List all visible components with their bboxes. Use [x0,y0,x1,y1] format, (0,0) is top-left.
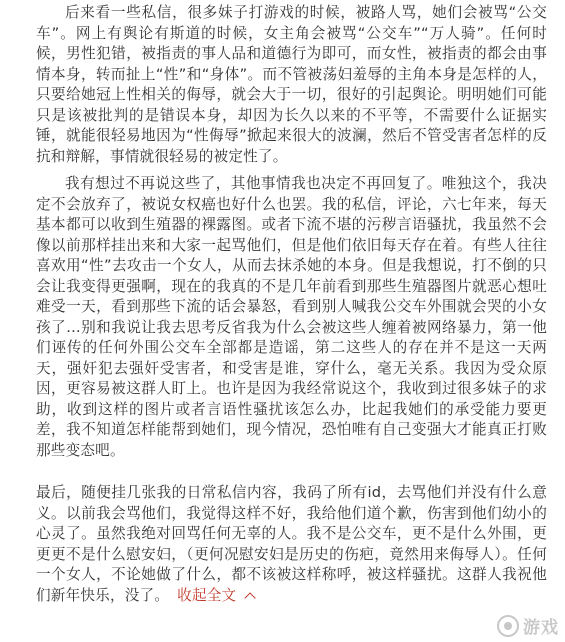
chevron-up-icon [245,592,256,603]
watermark-text: 游戏 [523,618,559,638]
watermark [497,613,559,638]
article-paragraph-1: 后来看一些私信，很多妹子打游戏的时候，被路人骂，她们会被骂“公交车”。网上有舆论有斯道的时候，女主角会被骂“公交车”“万人骑”。任何时候，男性犯错，被指责的事人品和道德行为即可，而女性，被指责的都会由事情本身，转而扯上“性”和“身体”。而不管被荡妇羞辱的主角本身是怎样的人，只要给她冠上性相关的侮辱，就会大于一切，很好的引起舆论。明明她们可能只是该被批判的是错误本身，却因为长久以来的不平等，不需要什么证据实锤，就能很轻易地因为“性侮辱”掀起来很大的波澜，然后不管受害者怎样的反抗和辩解，事情就很轻易的被定性了。 [36,4,547,165]
paragraph-gap [36,167,547,174]
collapse-full-text-label: 收起全文 [177,586,237,604]
paragraph-gap [36,461,547,483]
watermark-logo-icon [497,615,519,637]
collapse-full-text-button[interactable] [177,587,254,604]
article-paragraph-2: 我有想过不再说这些了，其他事情我也决定不再回复了。唯独这个，我决定不会放弃了，被说女权癌也好什么也罢。我的私信，评论，六七年来，每天基本都可以收到生殖器的裸露图。或者下流不堪的污秽言语骚扰，我虽然不会像以前那样挂出来和大家一起骂他们，但是他们依旧每天存在着。有些人往往喜欢用“性”去攻击一个女人，从而去抹杀她的本身。但是我想说，打不倒的只会让我变得更强啊，现在的我真的不是几年前看到那些生殖器图片就恶心想吐难受一天，看到那些下流的话会暴怒，看到别人喊我公交车外围就会哭的小女孩了…别和我说让我去思考反省我为什么会被这些人缠着被网络暴力，第一他们诬传的任何外围公交车全部都是造谣，第二这些人的存在并不是这一天两天，强奸犯去强奸受害者，和受害是谁，穿什么，毫无关系。我因为受众原因，更容易被这群人盯上。也许是因为我经常说这个，我收到过很多妹子的求助，收到这样的图片或者言语性骚扰该怎么办，比起我她们的承受能力要更差，我不知道怎样能帮到她们，现今情况，恐怕唯有自己变强大才能真正打败那些变态吧。 [36,175,547,459]
article-paragraph-3 [36,483,547,606]
article-paragraph-3-text: 最后，随便挂几张我的日常私信内容，我码了所有id，去骂他们并没有什么意义。以前我会骂他们，我觉得这样不好，我给他们道个歉，伤害到他们幼小的心灵了。虽然我绝对回骂任何无辜的人。我不是公交车，更不是什么外围，更更更不是什么慰安妇，（更何况慰安妇是历史的伤疤，竟然用来侮辱人）。任何一个女人，不论她做了什么，都不该被这样称呼，被这样骚扰。这群人我祝他们新年快乐，没了。 [36,484,547,604]
